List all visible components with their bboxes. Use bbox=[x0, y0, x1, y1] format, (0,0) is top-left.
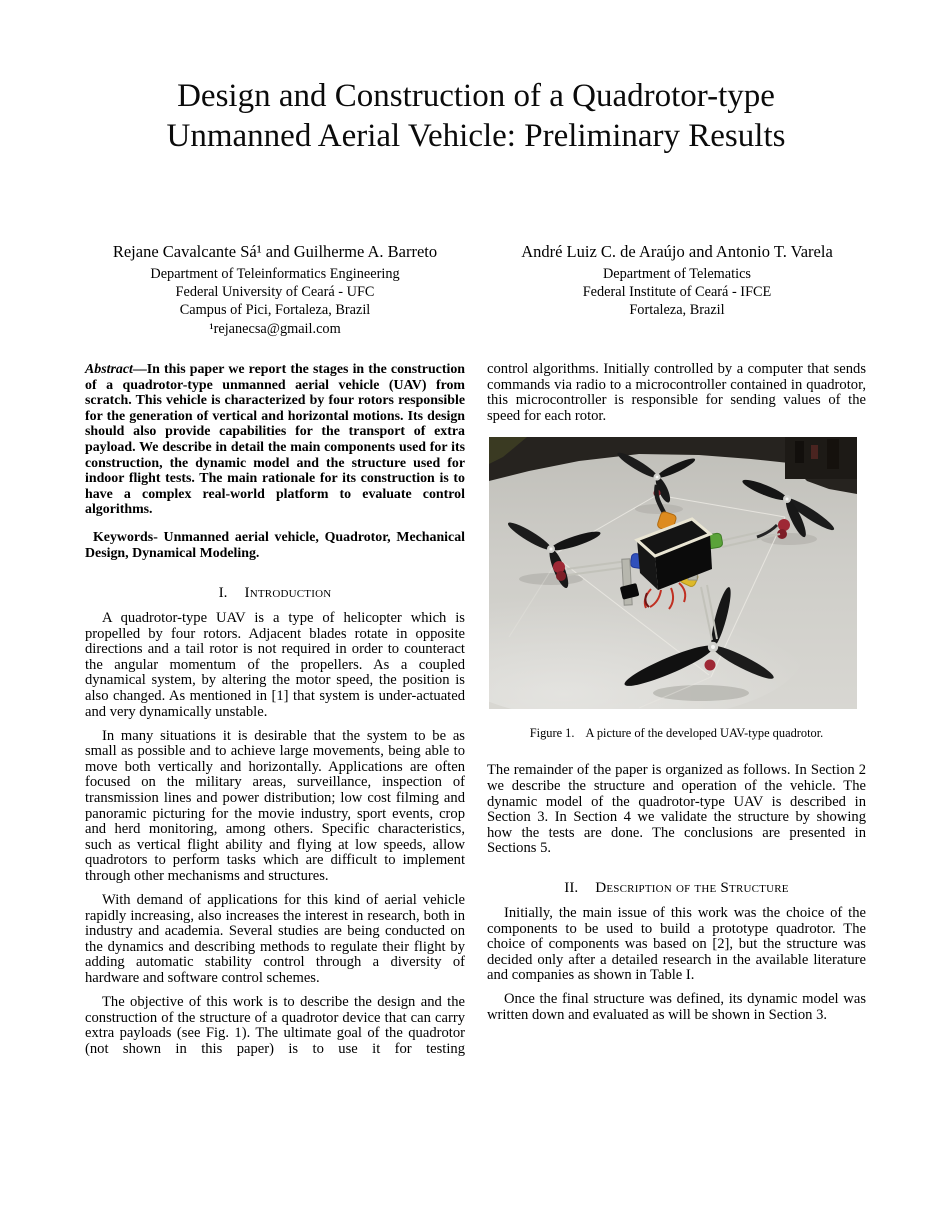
intro-paragraph-3: With demand of applications for this kind of aerial vehicle rapidly increasing, also increases the interest in research, both in industry and academia. Several studies are being conducted on the dynamics and describing methods to regulate their flight by adding automatic stability control through a diversity of hardware and software control schemes. bbox=[85, 892, 465, 986]
section-title: Introduction bbox=[244, 583, 332, 601]
figure-label: Figure 1. bbox=[529, 726, 575, 741]
affiliation-line: Department of Telematics bbox=[602, 266, 751, 282]
section-heading-introduction bbox=[85, 585, 465, 601]
page-title-line-1: Design and Construction of a Quadrotor-type bbox=[177, 78, 775, 114]
author-block-right bbox=[487, 242, 867, 320]
affiliation-line: Federal University of Ceará - UFC bbox=[175, 284, 375, 301]
figure-caption-text: A picture of the developed UAV-type quadrotor. bbox=[585, 726, 824, 741]
intro-paragraph-4: The objective of this work is to describe the design and the construction of the structure of a quadrotor device that can carry extra payloads (see Fig. 1). The ultimate goal of the quadrotor (not shown in this paper) is to use it for testing bbox=[85, 994, 465, 1057]
page-title-line-2: Unmanned Aerial Vehicle: Preliminary Results bbox=[166, 118, 786, 154]
organization-paragraph: The remainder of the paper is organized as follows. In Section 2 we describe the structure and operation of the vehicle. The dynamic model of the quadrotor-type UAV is described in Section 3. In Section 4 we validate the structure by showing how the tests are done. The conclusions are presented in Sections 5. bbox=[487, 762, 866, 857]
page-title bbox=[0, 76, 952, 156]
photo-furniture-accent bbox=[811, 445, 818, 459]
keywords-line: Keywords- Unmanned aerial vehicle, Quadrotor, Mechanical Design, Dynamical Modeling. bbox=[85, 529, 465, 561]
affiliation-line: Fortaleza, Brazil bbox=[629, 302, 725, 319]
motor bbox=[778, 519, 790, 531]
abstract-label: Abstract bbox=[85, 362, 133, 377]
abstract-paragraph bbox=[85, 362, 465, 518]
quadrotor-photo bbox=[489, 437, 857, 709]
section-number: II. bbox=[564, 878, 579, 896]
intro-paragraph-2: In many situations it is desirable that the system to be as small as possible and to achieve large movements, being able to move both vertically and horizontally. Applications are often focused on the military areas, surveillance, inspection of transmission lines and power distribution; low cost filming and panoramic picturing for the movie industry, sport events, crop and herd monitoring, among others. Specific characteristics, such as vertical flight ability and flying at low speeds, allow quadrotors to perform tasks which are difficult to implement through other mechanisms and structures. bbox=[85, 727, 465, 884]
section-title: Description of the Structure bbox=[595, 878, 789, 896]
motor bbox=[553, 561, 565, 573]
left-column bbox=[85, 362, 465, 1066]
author-names-left: Rejane Cavalcante Sá¹ and Guilherme A. Barreto bbox=[112, 242, 438, 261]
photo-shadow bbox=[761, 533, 817, 545]
affiliation-line: Federal Institute of Ceará - IFCE bbox=[582, 284, 772, 301]
section-number: I. bbox=[218, 583, 228, 601]
author-block-left bbox=[85, 242, 465, 338]
author-email: ¹rejanecsa@gmail.com bbox=[209, 320, 341, 337]
right-column bbox=[487, 362, 866, 1032]
photo-furniture-leg bbox=[827, 439, 839, 469]
motor bbox=[705, 660, 716, 671]
affiliation-line: Campus of Pici, Fortaleza, Brazil bbox=[179, 302, 371, 319]
author-names-right: André Luiz C. de Araújo and Antonio T. Varela bbox=[521, 242, 833, 261]
structure-paragraph-1: Initially, the main issue of this work was the choice of the components to be used to build a prototype quadrotor. The choice of components was based on [2], but the structure was decided only after a detailed research in the available literature and companies as shown in Table I. bbox=[487, 904, 866, 984]
photo-furniture-leg bbox=[795, 441, 804, 463]
intro-paragraph-1: A quadrotor-type UAV is a type of helicopter which is propelled by four rotors. Adjacent blades rotate in opposite directions and a tail rotor is not required in order to counteract the angular momentum of the propellers. As a coupled dynamical system, by altering the motor speed, the position is also changed. As mentioned in [1] that system is under-actuated and very dynamically unstable. bbox=[85, 609, 465, 720]
figure-1 bbox=[487, 437, 866, 741]
section-heading-structure bbox=[487, 880, 866, 896]
intro-paragraph-4-continued: control algorithms. Initially controlled by a computer that sends commands via radio to a microcontroller contained in quadrotor, this microcontroller is responsible for sending values of the speed for each rotor. bbox=[487, 361, 866, 424]
photo-shadow bbox=[653, 685, 749, 701]
figure-1-caption bbox=[487, 726, 866, 741]
structure-paragraph-2: Once the final structure was defined, its dynamic model was written down and evaluated as will be shown in Section 3. bbox=[487, 991, 866, 1023]
affiliation-line: Department of Teleinformatics Engineering bbox=[150, 266, 400, 282]
abstract-text: —In this paper we report the stages in the construction of a quadrotor-type unmanned aerial vehicle (UAV) from scratch. This vehicle is characterized by four rotors responsible for the generation of vertical and horizontal motions. Its design should also provide capabilities for the transport of extra payload. We describe in detail the main components used for its construction, the dynamic model and the structure used for indoor flight tests. The main rationale for its construction is to have a complex real-world platform to evaluate control algorithms. bbox=[85, 362, 465, 518]
